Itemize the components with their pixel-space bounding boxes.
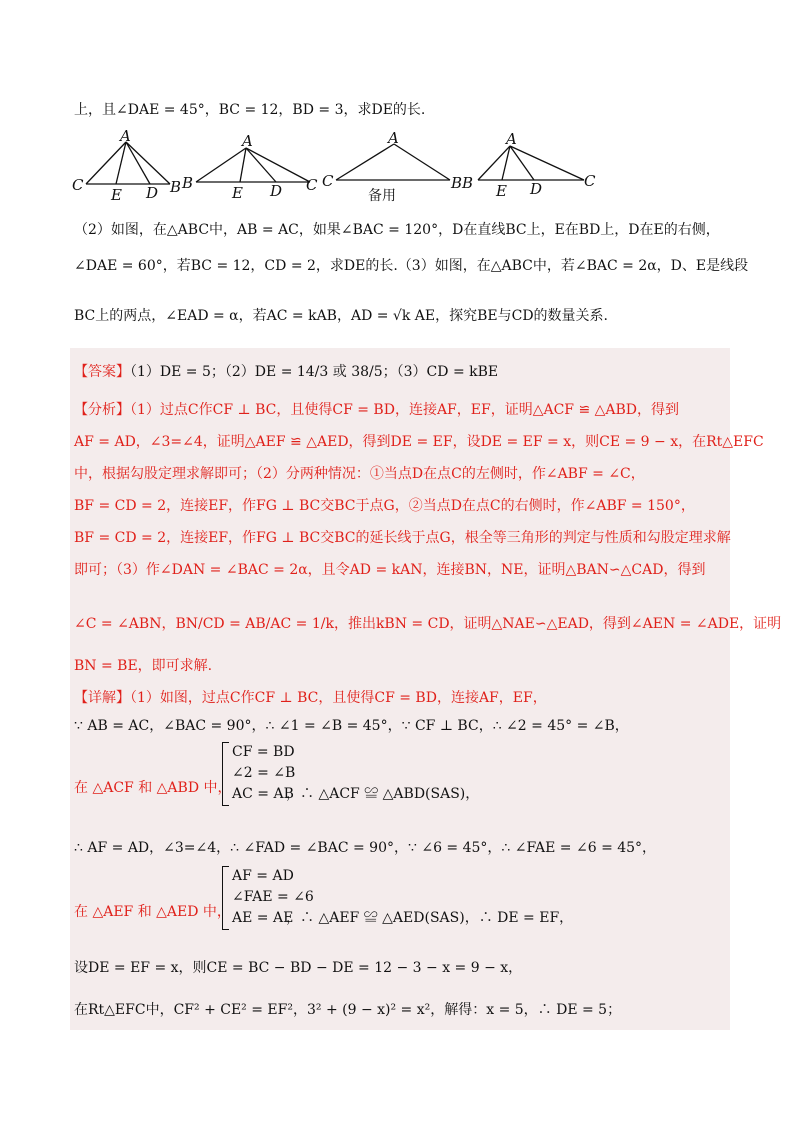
- figure-2: [180, 130, 320, 206]
- figure-1: [70, 130, 180, 206]
- analysis-line-3: 中，根据勾股定理求解即可；（2）分两种情况：①当点D在点C的左侧时，作∠ABF = ∠C，: [74, 466, 645, 482]
- fig2-label-d: D: [270, 182, 283, 200]
- detail-system-1-brace: [222, 742, 229, 806]
- analysis-line-4: BF = CD = 2，连接EF，作FG ⊥ BC交BC于点G，②当点D在点C的右侧时，作∠ABF = 150°，: [74, 498, 695, 514]
- detail-text-4: 设DE = EF = x，则CE = BC − BD − DE = 12 − 3 − x = 9 − x，: [74, 960, 523, 976]
- detail-system-2-post: ，∴ △AEF ≌ △AED(SAS)，∴ DE = EF，: [286, 910, 574, 926]
- answer-label: 【答案】: [74, 364, 130, 380]
- detail-system-1-row-2: ∠2 = ∠B: [232, 765, 296, 781]
- detail-line-3: ∴ AF = AD，∠3=∠4，∴ ∠FAD = ∠BAC = 90°，∵ ∠6 = 45°，∴ ∠FAE = ∠6 = 45°，: [74, 840, 657, 856]
- detail-text-5: 在Rt△EFC中，CF² + CE² = EF²，3² + (9 − x)² = x²，解得：x = 5，∴ DE = 5；: [74, 1002, 622, 1018]
- analysis-line-7: ∠C = ∠ABN，BN/CD = AB/AC = 1/k，推出kBN = CD，证明△NAE∽△EAD，得到∠AEN = ∠ADE，证明: [74, 616, 782, 632]
- fig2-label-e: E: [232, 184, 243, 202]
- answer-text: （1）DE = 5；（2）DE = 14/3 或 38/5；（3）CD = kBE: [130, 364, 499, 380]
- detail-line-4: [74, 958, 522, 978]
- fig1-label-d: D: [146, 184, 159, 202]
- fig3-label-c: C: [322, 172, 334, 190]
- detail-system-2-pre: 在 △AEF 和 △AED 中，: [74, 904, 231, 920]
- detail-system-1-post: ，∴ △ACF ≌ △ABD(SAS)，: [286, 786, 480, 802]
- fig1-label-c: C: [72, 176, 84, 194]
- figure-3: [322, 130, 472, 206]
- fig3-label-a: A: [388, 130, 399, 147]
- fig4-label-b: B: [462, 174, 474, 192]
- question-line-1: 上，且∠DAE = 45°，BC = 12，BD = 3，求DE的长.: [74, 102, 426, 118]
- fig3-label-b: B: [451, 174, 463, 192]
- fig2-label-c: C: [306, 176, 318, 194]
- detail-text-1: （1）如图，过点C作CF ⊥ BC，且使得CF = BD，连接AF，EF，: [130, 690, 547, 706]
- fig4-label-d: D: [530, 180, 543, 198]
- analysis-line-5: BF = CD = 2，连接EF，作FG ⊥ BC交BC的延长线于点G，根全等三角形的判定与性质和勾股定理求解: [74, 530, 731, 546]
- detail-system-1-row-3: AC = AB: [232, 786, 294, 802]
- fig2-label-a: A: [242, 132, 253, 150]
- detail-system-1-pre: 在 △ACF 和 △ABD 中，: [74, 780, 232, 796]
- detail-system-2-row-2: ∠FAE = ∠6: [232, 889, 314, 905]
- fig4-label-e: E: [496, 182, 507, 200]
- detail-system-2-row-3: AE = AE: [232, 910, 294, 926]
- detail-system-2-brace: [222, 866, 229, 930]
- analysis-label: 【分析】: [74, 402, 130, 418]
- analysis-line-6: 即可；（3）作∠DAN = ∠BAC = 2α，且令AD = kAN，连接BN，NE，证明△BAN∽△CAD，得到: [74, 562, 706, 578]
- detail-label: 【详解】: [74, 690, 130, 706]
- analysis-line-8: BN = BE，即可求解.: [74, 658, 213, 674]
- analysis-line-2: AF = AD，∠3=∠4，证明△AEF ≌ △AED，得到DE = EF，设DE = EF = x，则CE = 9 − x，在Rt△EFC: [74, 434, 764, 450]
- detail-line-2: ∵ AB = AC，∠BAC = 90°，∴ ∠1 = ∠B = 45°，∵ CF ⊥ BC，∴ ∠2 = 45° = ∠B，: [74, 718, 629, 734]
- question-line-4: BC上的两点，∠EAD = α，若AC = kAB，AD = √k AE，探究BE与CD的数量关系.: [74, 308, 609, 324]
- detail-line-1: [74, 688, 547, 708]
- analysis-line-1: [74, 400, 679, 420]
- fig3-caption: 备用: [368, 188, 396, 202]
- question-line-3: ∠DAE = 60°，若BC = 12，CD = 2，求DE的长.（3）如图，在△ABC中，若∠BAC = 2α，D、E是线段: [74, 258, 749, 274]
- fig1-label-e: E: [111, 186, 122, 202]
- fig4-label-c: C: [584, 172, 596, 190]
- detail-system-1-row-1: CF = BD: [232, 744, 295, 760]
- detail-system-2-row-1: AF = AD: [232, 868, 294, 884]
- analysis-text-1: （1）过点C作CF ⊥ BC，且使得CF = BD，连接AF，EF，证明△ACF ≌ △ABD，得到: [130, 402, 680, 418]
- fig1-label-b: B: [170, 178, 180, 196]
- answer-line: [74, 362, 498, 382]
- question-line-2: （2）如图，在△ABC中，AB = AC，如果∠BAC = 120°，D在直线BC上，E在BD上，D在E的右侧，: [74, 222, 720, 238]
- fig2-label-b: B: [182, 174, 194, 192]
- detail-line-5: [74, 1000, 621, 1020]
- figure-4: [460, 130, 600, 206]
- fig1-label-a: A: [120, 130, 131, 145]
- fig4-label-a: A: [506, 130, 517, 148]
